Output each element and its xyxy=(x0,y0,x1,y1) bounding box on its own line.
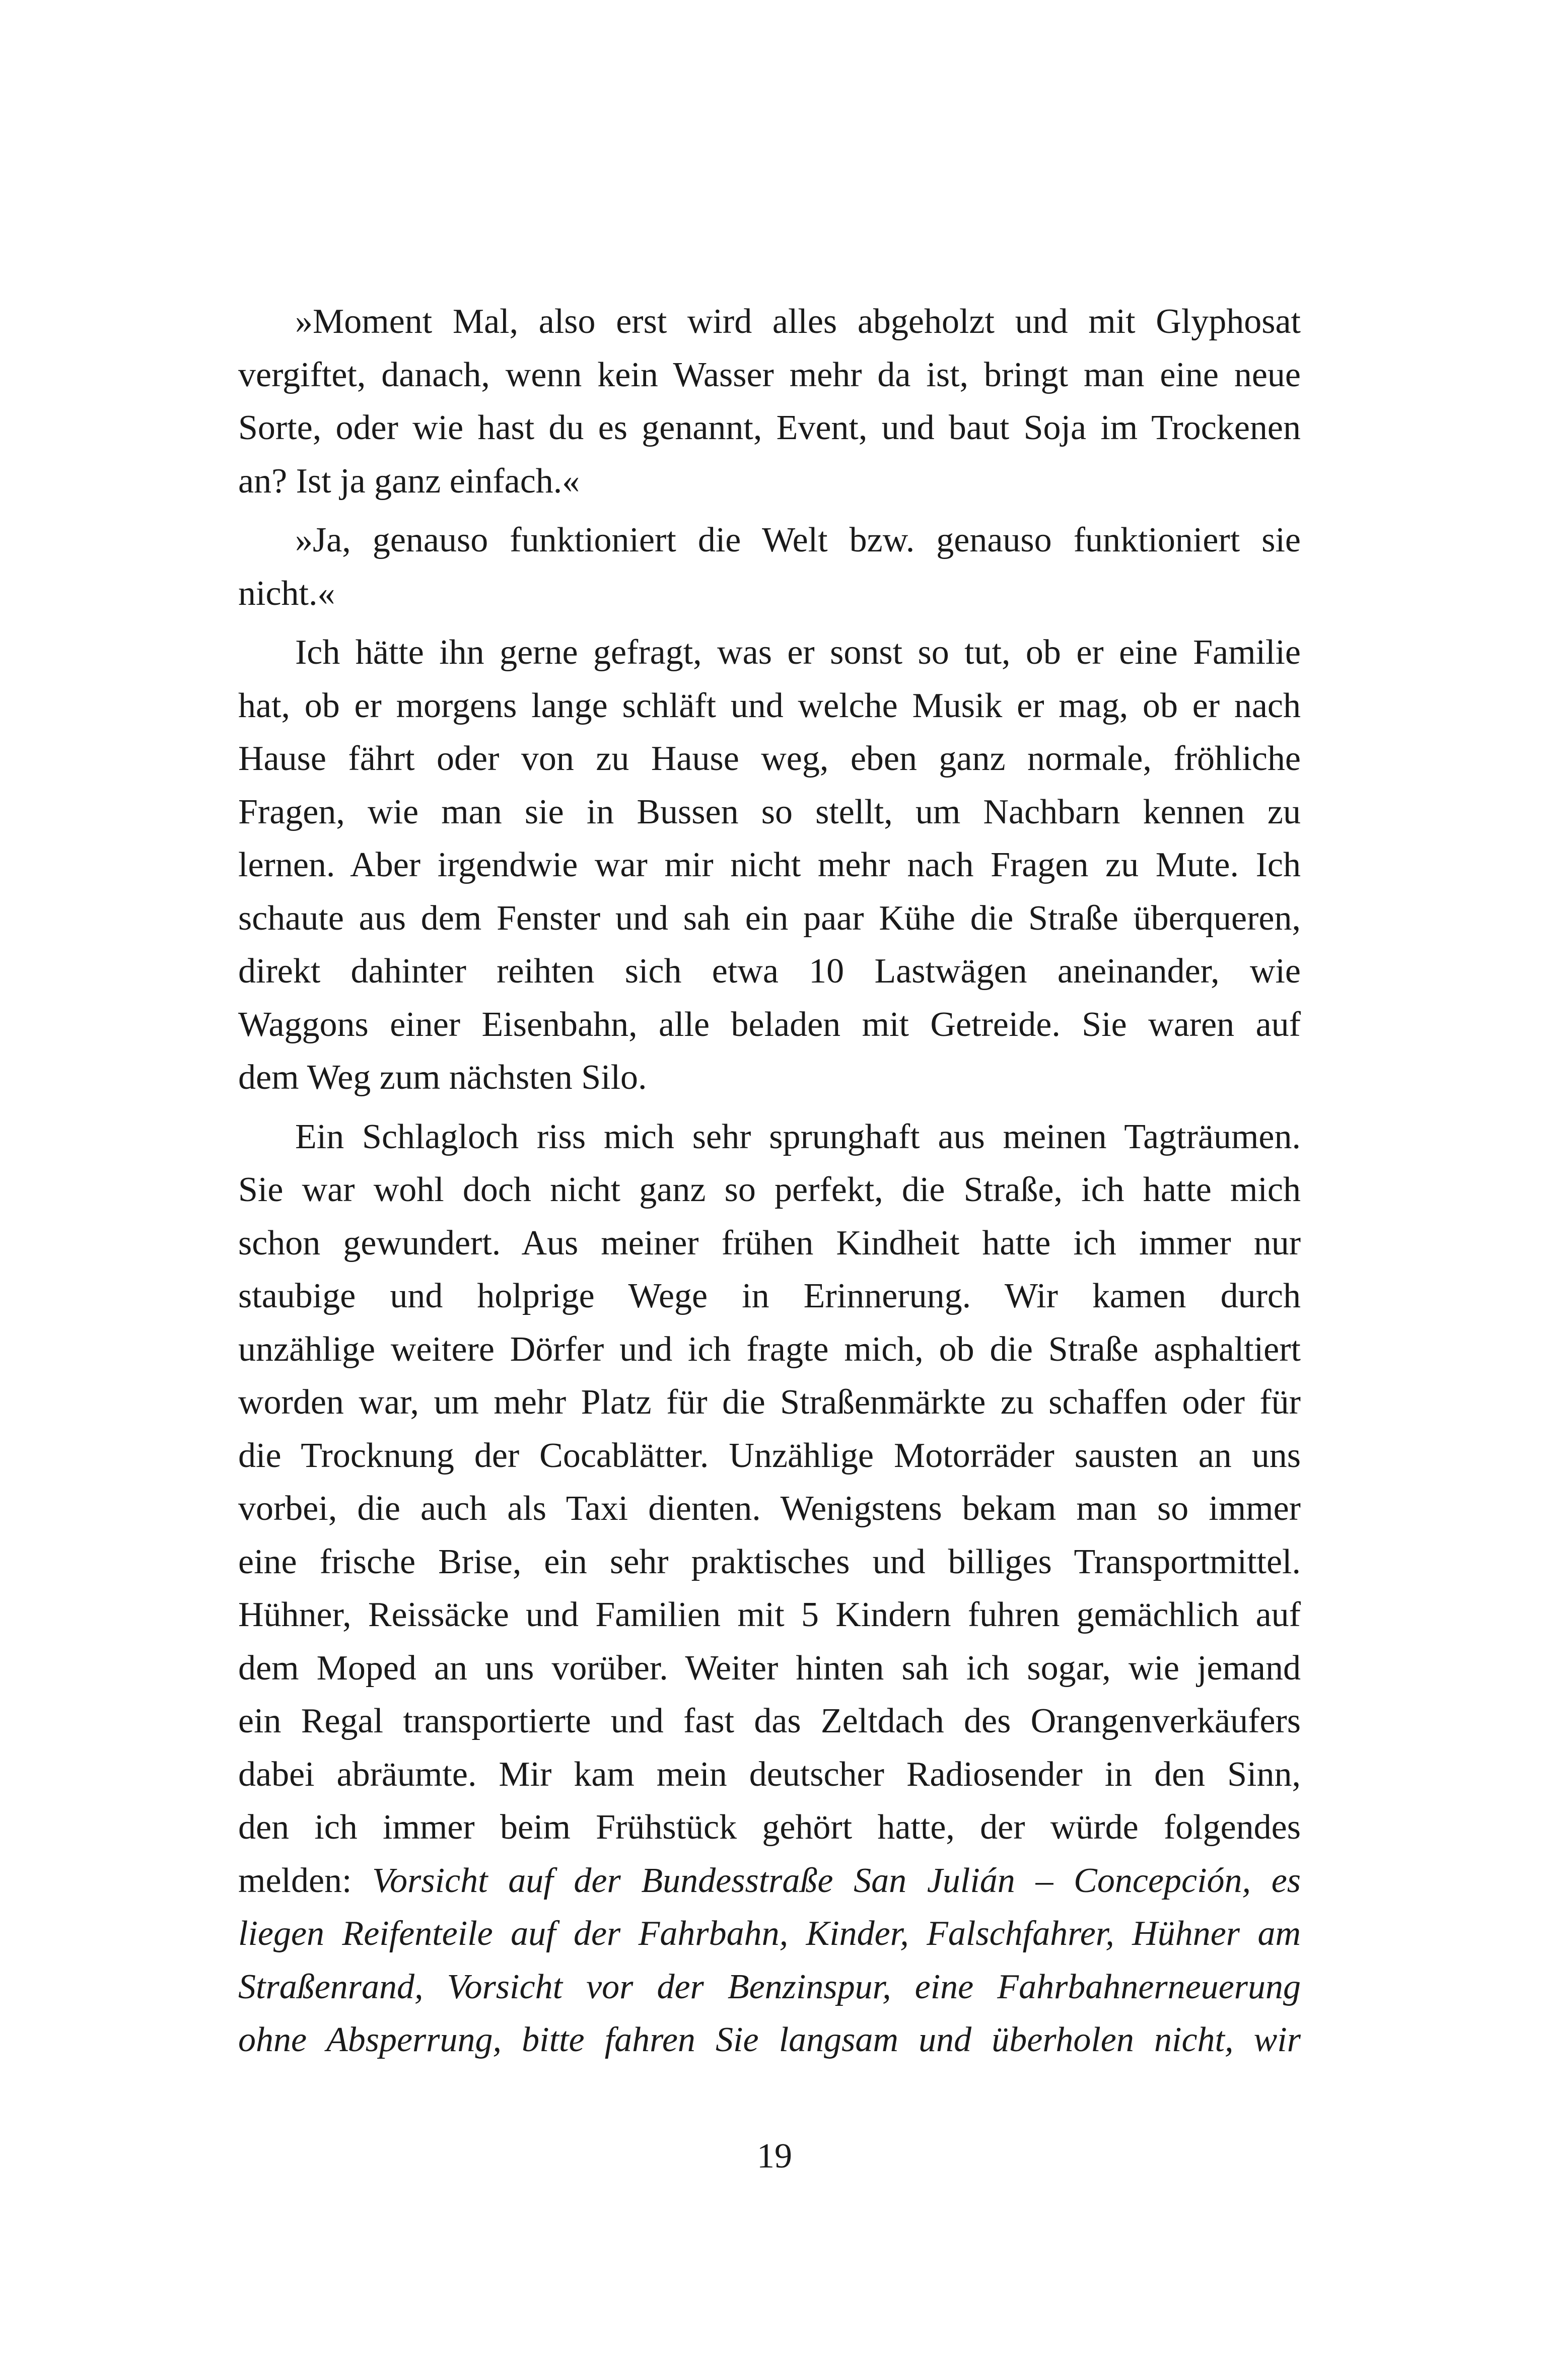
text-line: Waggons einer Eisenbahn, alle beladen mit Getreide. Sie waren auf xyxy=(238,1005,1301,1044)
text-line: dem Weg zum nächsten Silo. xyxy=(238,1058,647,1097)
text-line: direkt dahinter reihten sich etwa 10 Lastwägen aneinander, wie xyxy=(238,952,1301,991)
text-line: dabei abräumte. Mir kam mein deutscher Radiosender in den Sinn, xyxy=(238,1755,1301,1794)
text-line: Fragen, wie man sie in Bussen so stellt, um Nachbarn kennen zu xyxy=(238,792,1301,831)
page-number: 19 xyxy=(757,2137,792,2176)
text-line: Sorte, oder wie hast du es genannt, Event, und baut Soja im Trockenen xyxy=(238,408,1301,447)
text-italic: Vorsicht auf der Bundesstraße San Julián – Concepción, es xyxy=(372,1861,1301,1900)
text-line: dem Moped an uns vorüber. Weiter hinten sah ich sogar, wie jemand xyxy=(238,1648,1301,1688)
text-normal: melden: xyxy=(238,1861,373,1900)
text-line: »Ja, genauso funktioniert die Welt bzw. genauso funktioniert sie xyxy=(295,521,1301,559)
text-line: die Trocknung der Cocablätter. Unzählige Motorräder sausten an uns xyxy=(238,1436,1301,1475)
text-line: worden war, um mehr Platz für die Straßenmärkte zu schaffen oder für xyxy=(238,1383,1301,1422)
text-line: den ich immer beim Frühstück gehört hatte, der würde folgendes xyxy=(238,1808,1301,1847)
text-line: »Moment Mal, also erst wird alles abgeholzt und mit Glyphosat xyxy=(295,302,1301,341)
text-line-italic: liegen Reifenteile auf der Fahrbahn, Kinder, Falschfahrer, Hühner am xyxy=(238,1914,1301,1953)
text-line: nicht.« xyxy=(238,574,335,613)
text-line: vorbei, die auch als Taxi dienten. Wenigstens bekam man so immer xyxy=(238,1489,1301,1528)
text-line: eine frische Brise, ein sehr praktisches und billiges Transportmittel. xyxy=(238,1542,1301,1581)
text-line: Sie war wohl doch nicht ganz so perfekt, die Straße, ich hatte mich xyxy=(238,1170,1301,1209)
text-line: Hause fährt oder von zu Hause weg, eben ganz normale, fröhliche xyxy=(238,739,1301,778)
paragraph-2 xyxy=(238,514,1301,620)
text-line: hat, ob er morgens lange schläft und welche Musik er mag, ob er nach xyxy=(238,686,1301,725)
text-line: schon gewundert. Aus meiner frühen Kindheit hatte ich immer nur xyxy=(238,1223,1301,1263)
text-line: schaute aus dem Fenster und sah ein paar Kühe die Straße überqueren, xyxy=(238,898,1301,938)
paragraph-4 xyxy=(238,1110,1301,2067)
text-line-italic: Straßenrand, Vorsicht vor der Benzinspur, eine Fahrbahnerneuerung xyxy=(238,1967,1301,2006)
text-line: Ein Schlagloch riss mich sehr sprunghaft aus meinen Tagträumen. xyxy=(295,1117,1301,1156)
text-line: staubige und holprige Wege in Erinnerung. Wir kamen durch xyxy=(238,1277,1301,1315)
text-line: Hühner, Reissäcke und Familien mit 5 Kindern fuhren gemächlich auf xyxy=(238,1595,1301,1634)
text-line: unzählige weitere Dörfer und ich fragte mich, ob die Straße asphaltiert xyxy=(238,1329,1301,1369)
paragraph-3 xyxy=(238,626,1301,1104)
body-text xyxy=(238,295,1301,2067)
text-line-mixed xyxy=(238,1854,1301,1908)
text-line: Ich hätte ihn gerne gefragt, was er sonst so tut, ob er eine Familie xyxy=(295,633,1301,672)
text-line: ein Regal transportierte und fast das Zeltdach des Orangenverkäufers xyxy=(238,1702,1301,1740)
text-line: lernen. Aber irgendwie war mir nicht mehr nach Fragen zu Mute. Ich xyxy=(238,846,1301,884)
text-line-italic: ohne Absperrung, bitte fahren Sie langsam und überholen nicht, wir xyxy=(238,2020,1301,2059)
paragraph-1 xyxy=(238,295,1301,508)
text-line: an? Ist ja ganz einfach.« xyxy=(238,461,580,501)
text-line: vergiftet, danach, wenn kein Wasser mehr da ist, bringt man eine neue xyxy=(238,355,1301,394)
